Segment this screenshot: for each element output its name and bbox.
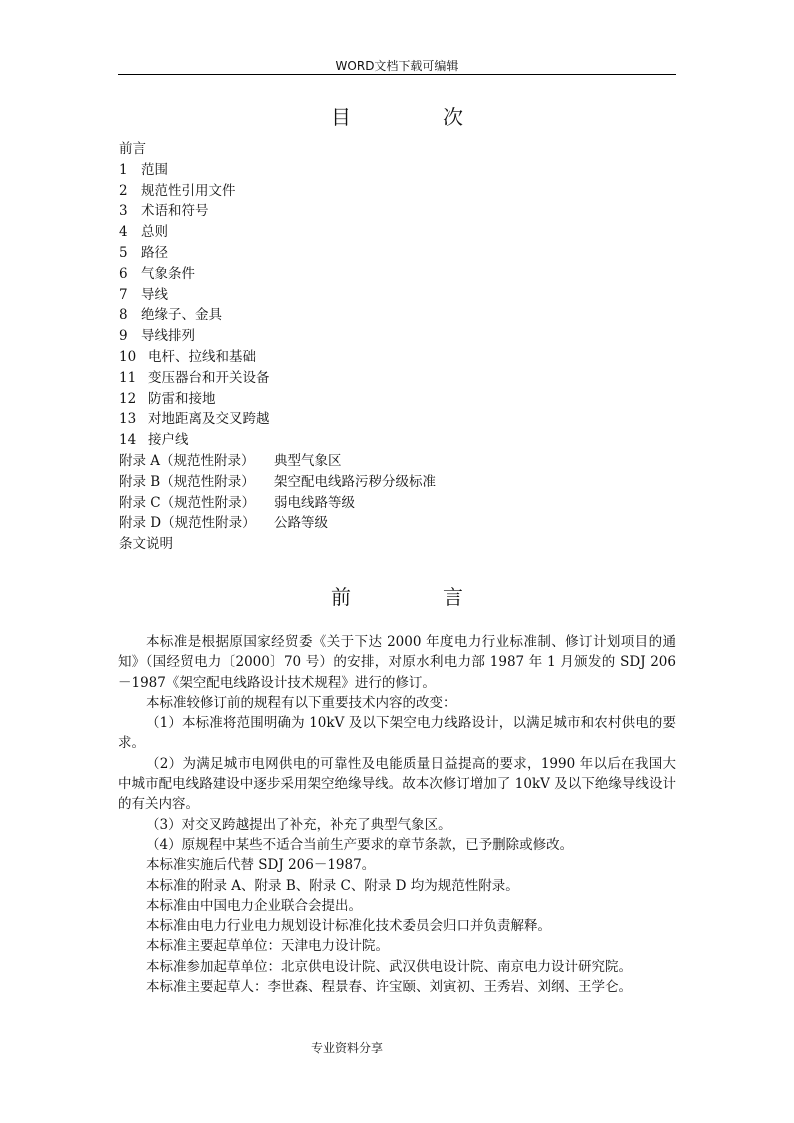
toc-item-label: 总则 [141,224,168,241]
toc-item-label: 绝缘子、金具 [141,307,222,324]
toc-item-4[interactable] [119,222,679,243]
header-rule [118,74,676,75]
paragraph: （2）为满足城市电网供电的可靠性及电能质量日益提高的要求，1990 年以后在我国大中城市配电线路建设中逐步采用架空绝缘导线。故本次修订增加了 10kV 及以下绝缘导线设计的有关内容。 [118,755,676,813]
toc-item-number: 13 [119,411,137,428]
toc-item-number: 11 [119,369,137,386]
toc-item-3[interactable] [119,201,679,222]
toc-item-number: 6 [119,265,128,282]
toc-item-number: 14 [119,432,137,449]
toc-item-label: 规范性引用文件 [141,182,236,199]
toc-item-12[interactable] [119,389,679,410]
toc-item-number: 7 [119,286,128,303]
toc-item-label: 导线 [141,286,168,303]
paragraph: （1）本标准将范围明确为 10kV 及以下架空电力线路设计，以满足城市和农村供电的要求。 [118,715,676,752]
toc-item-label: 路径 [141,244,168,261]
paragraph: 本标准是根据原国家经贸委《关于下达 2000 年度电力行业标准制、修订计划项目的通知》（国经贸电力〔2000〕70 号）的安排，对原水利电力部 1987 年 1 月颁发的 SDJ 206－1987《架空配电线路设计技术规程》进行的修订。 [118,634,676,691]
paragraph: 本标准实施后代替 SDJ 206－1987。 [146,857,376,874]
toc-item-label: 防雷和接地 [148,390,216,407]
toc-item-number: 1 [119,161,128,178]
toc-appendix-a[interactable] [119,451,679,472]
appendix-label: 附录 C（规范性附录） [119,494,256,511]
paragraph: （3）对交叉跨越提出了补充，补充了典型气象区。 [146,816,452,833]
toc-appendix-d[interactable] [119,513,679,534]
table-of-contents [119,139,679,555]
toc-item-number: 10 [119,348,137,365]
toc-item-label: 电杆、拉线和基础 [148,348,256,365]
paragraph: 本标准较修订前的规程有以下重要技术内容的改变： [146,694,457,711]
toc-item-label: 对地距离及交叉跨越 [148,411,270,428]
toc-item-label: 导线排列 [141,328,195,345]
toc-item-label: 气象条件 [141,265,195,282]
paragraph: 本标准由电力行业电力规划设计标准化技术委员会归口并负责解释。 [146,918,551,935]
foreword-body [118,632,676,997]
appendix-label: 附录 A（规范性附录） [119,452,255,469]
page-header: WORD文档下载可编辑 [335,59,459,73]
toc-item-11[interactable] [119,368,679,389]
toc-item-number: 8 [119,307,128,324]
appendix-title: 典型气象区 [274,452,342,469]
toc-item-10[interactable] [119,347,679,368]
paragraph: 本标准主要起草单位：天津电力设计院。 [146,938,389,955]
toc-item-13[interactable] [119,409,679,430]
toc-item-number: 3 [119,203,128,220]
toc-title: 目 次 [331,105,499,129]
toc-appendix-c[interactable] [119,493,679,514]
appendix-title: 弱电线路等级 [274,494,355,511]
toc-item-14[interactable] [119,430,679,451]
toc-item-number: 4 [119,224,128,241]
paragraph: 本标准的附录 A、附录 B、附录 C、附录 D 均为规范性附录。 [146,877,519,894]
toc-item-number: 2 [119,182,128,199]
toc-item-6[interactable] [119,264,679,285]
paragraph: 本标准参加起草单位：北京供电设计院、武汉供电设计院、南京电力设计研究院。 [146,958,632,975]
toc-item-1[interactable] [119,160,679,181]
toc-item-label: 接户线 [148,432,189,449]
toc-item-8[interactable] [119,305,679,326]
toc-item-7[interactable] [119,285,679,306]
toc-item-number: 5 [119,244,128,261]
toc-appendix-b[interactable] [119,472,679,493]
paragraph: 本标准主要起草人：李世森、程景春、许宝颐、刘寅初、王秀岩、刘纲、王学仑。 [146,979,632,996]
toc-item-5[interactable] [119,243,679,264]
appendix-title: 公路等级 [274,515,328,532]
toc-item-foreword[interactable]: 前言 [119,141,146,157]
appendix-label: 附录 B（规范性附录） [119,473,255,490]
toc-item-label: 术语和符号 [141,203,209,220]
page-footer: 专业资料分享 [310,1041,383,1055]
toc-item-2[interactable] [119,181,679,202]
toc-item-number: 9 [119,328,128,345]
foreword-title: 前 言 [331,585,499,609]
toc-item-label: 变压器台和开关设备 [148,369,270,386]
toc-item-clause-notes[interactable]: 条文说明 [119,536,173,553]
toc-item-label: 范围 [141,161,168,178]
appendix-label: 附录 D（规范性附录） [119,515,256,532]
paragraph: 本标准由中国电力企业联合会提出。 [146,897,362,914]
toc-item-9[interactable] [119,326,679,347]
appendix-title: 架空配电线路污秽分级标准 [274,473,436,490]
paragraph: （4）原规程中某些不适合当前生产要求的章节条款，已予删除或修改。 [146,836,574,853]
toc-item-number: 12 [119,390,137,407]
